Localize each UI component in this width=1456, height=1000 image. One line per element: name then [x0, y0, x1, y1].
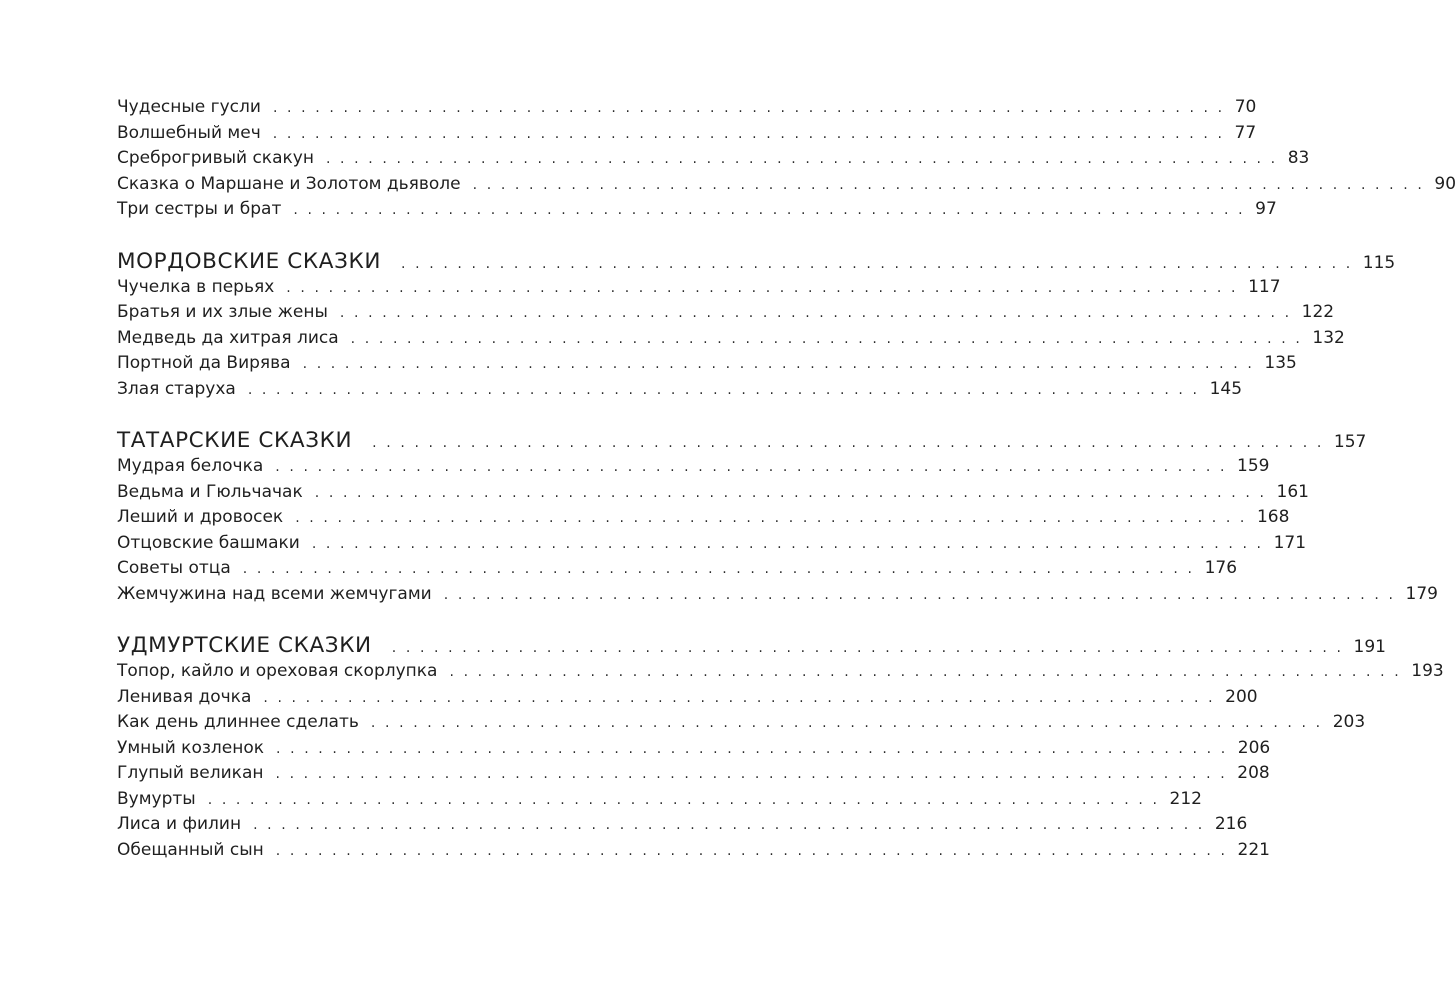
entry-page: 200	[1225, 686, 1258, 707]
entry-page: 171	[1273, 532, 1307, 553]
section-gap	[117, 607, 705, 633]
entry-page: 90	[1434, 173, 1456, 194]
dot-leader: . . . . . . . . . . . . . . . . . . . . . . . . . . . . . . . . . . . . . . . . . . . . . . . . . . . . . . . . . . . . . . . . . . . .	[242, 561, 1195, 577]
section-title: МОРДОВСКИЕ СКАЗКИ	[117, 248, 382, 274]
entry-title: Портной да Вирява	[117, 353, 291, 373]
entry-title: Отцовские башмаки	[117, 532, 300, 553]
entry-title: Среброгривый скакун	[117, 148, 314, 168]
dot-leader: . . . . . . . . . . . . . . . . . . . . . . . . . . . . . . . . . . . . . . . . . . . . . . . . . . . . . . . . . . . . . . . . . . . .	[449, 664, 1402, 680]
entry-page: 208	[1237, 763, 1270, 783]
toc-entry[interactable]	[117, 275, 1281, 301]
entry-page: 176	[1204, 558, 1238, 578]
toc-entry[interactable]	[117, 710, 1366, 736]
dot-leader: . . . . . . . . . . . . . . . . . . . . . . . . . . . . . . . . . . . . . . . . . . . . . . . . . . . . . . . . . . . . . . . . . . . .	[339, 305, 1292, 321]
entry-title: Братья и их злые жены	[117, 302, 328, 322]
toc-entry[interactable]	[117, 480, 1309, 506]
entry-page: 203	[1332, 712, 1366, 732]
entry-page: 97	[1255, 199, 1277, 219]
entry-title: Сказка о Маршане и Золотом дьяволе	[117, 173, 461, 194]
dot-leader: . . . . . . . . . . . . . . . . . . . . . . . . . . . . . . . . . . . . . . . . . . . . . . . . . . . . . . . . . . . . . . . . . . . .	[472, 176, 1425, 193]
toc-entry[interactable]	[117, 685, 1258, 711]
section-title: УДМУРТСКИЕ СКАЗКИ	[117, 633, 372, 658]
entry-page: 135	[1264, 353, 1297, 373]
entry-page: 132	[1312, 327, 1345, 348]
toc-entry[interactable]	[117, 326, 1345, 352]
dot-leader: . . . . . . . . . . . . . . . . . . . . . . . . . . . . . . . . . . . . . . . . . . . . . . . . . . . . . . . . . . . . . . . . . . . .	[311, 535, 1264, 552]
entry-title: Лиса и филин	[117, 814, 242, 834]
dot-leader: . . . . . . . . . . . . . . . . . . . . . . . . . . . . . . . . . . . . . . . . . . . . . . . . . . . . . . . . . . . . . . . . . . . .	[314, 484, 1267, 501]
entry-page: 193	[1411, 661, 1444, 681]
dot-leader: . . . . . . . . . . . . . . . . . . . . . . . . . . . . . . . . . . . . . . . . . . . . . . . . . . . . . . . . . . . . . . . . . . . .	[275, 766, 1228, 782]
entry-title: Вумурты	[117, 788, 196, 809]
dot-leader: . . . . . . . . . . . . . . . . . . . . . . . . . . . . . . . . . . . . . . . . . . . . . . . . . . . . . . . . . . . . . . . . . . . .	[302, 356, 1255, 372]
toc-entry[interactable]	[117, 736, 1271, 762]
entry-title: Как день длиннее сделать	[117, 712, 359, 732]
entry-page: 83	[1287, 148, 1310, 168]
toc-entry[interactable]	[117, 197, 1277, 223]
entry-title: Жемчужина над всеми жемчугами	[117, 583, 432, 604]
dot-leader: . . . . . . . . . . . . . . . . . . . . . . . . . . . . . . . . . . . . . . . . . . . . . . . . . . . . . . . . . . . . . . . . . . . .	[372, 435, 1324, 451]
entry-page: 179	[1405, 583, 1438, 604]
toc-entry[interactable]	[117, 659, 1444, 685]
entry-page: 212	[1169, 788, 1202, 809]
dot-leader: . . . . . . . . . . . . . . . . . . . . . . . . . . . . . . . . . . . . . . . . . . . . . . . . . . . . . . . . . . . . . . . . . . . .	[293, 202, 1246, 218]
entry-title: Ведьма и Гюльчачак	[117, 481, 303, 502]
toc-entry[interactable]	[117, 146, 1310, 172]
entry-page: 221	[1237, 839, 1270, 860]
toc-entry[interactable]	[117, 761, 1270, 787]
toc-entry[interactable]	[117, 838, 1270, 864]
dot-leader: . . . . . . . . . . . . . . . . . . . . . . . . . . . . . . . . . . . . . . . . . . . . . . . . . . . . . . . . . . . . . . . . . . . .	[401, 255, 1353, 272]
toc-entry[interactable]	[117, 172, 1456, 198]
toc-entry[interactable]	[117, 454, 1270, 480]
entry-page: 70	[1234, 97, 1257, 117]
entry-title: Топор, кайло и ореховая скорлупка	[117, 661, 438, 681]
entry-title: Чучелка в перьях	[117, 276, 275, 297]
section-heading-mordovian[interactable]	[117, 248, 1396, 275]
entry-title: Медведь да хитрая лиса	[117, 327, 339, 348]
section-heading-udmurt[interactable]	[117, 633, 1386, 659]
entry-page: 117	[1248, 276, 1281, 297]
entry-title: Злая старуха	[117, 378, 236, 399]
dot-leader: . . . . . . . . . . . . . . . . . . . . . . . . . . . . . . . . . . . . . . . . . . . . . . . . . . . . . . . . . . . . . . . . . . . .	[276, 740, 1228, 757]
entry-title: Советы отца	[117, 558, 231, 578]
section-gap	[117, 223, 705, 249]
entry-title: Леший и дровосек	[117, 507, 284, 527]
dot-leader: . . . . . . . . . . . . . . . . . . . . . . . . . . . . . . . . . . . . . . . . . . . . . . . . . . . . . . . . . . . . . . . . . . . .	[325, 151, 1278, 167]
dot-leader: . . . . . . . . . . . . . . . . . . . . . . . . . . . . . . . . . . . . . . . . . . . . . . . . . . . . . . . . . . . . . . . . . . . .	[207, 791, 1160, 808]
entry-page: 206	[1237, 737, 1271, 758]
dot-leader: . . . . . . . . . . . . . . . . . . . . . . . . . . . . . . . . . . . . . . . . . . . . . . . . . . . . . . . . . . . . . . . . . . . .	[286, 279, 1239, 296]
dot-leader: . . . . . . . . . . . . . . . . . . . . . . . . . . . . . . . . . . . . . . . . . . . . . . . . . . . . . . . . . . . . . . . . . . . .	[350, 330, 1303, 347]
entry-page: 216	[1214, 814, 1248, 834]
entry-page: 122	[1301, 302, 1335, 322]
toc-entry[interactable]	[117, 556, 1238, 582]
entry-page: 159	[1237, 456, 1270, 476]
entry-title: Обещанный сын	[117, 839, 264, 860]
section-gap	[117, 402, 705, 428]
toc-entry[interactable]	[117, 95, 1257, 121]
entry-page: 77	[1234, 122, 1257, 143]
toc-entry[interactable]	[117, 351, 1297, 377]
entry-title: Глупый великан	[117, 763, 264, 783]
dot-leader: . . . . . . . . . . . . . . . . . . . . . . . . . . . . . . . . . . . . . . . . . . . . . . . . . . . . . . . . . . . . . . . . . . . .	[391, 640, 1344, 656]
dot-leader: . . . . . . . . . . . . . . . . . . . . . . . . . . . . . . . . . . . . . . . . . . . . . . . . . . . . . . . . . . . . . . . . . . . .	[247, 381, 1200, 398]
toc-entry[interactable]	[117, 121, 1257, 147]
dot-leader: . . . . . . . . . . . . . . . . . . . . . . . . . . . . . . . . . . . . . . . . . . . . . . . . . . . . . . . . . . . . . . . . . . . .	[275, 842, 1228, 859]
entry-page: 145	[1209, 378, 1243, 399]
toc-entry[interactable]	[117, 812, 1248, 838]
dot-leader: . . . . . . . . . . . . . . . . . . . . . . . . . . . . . . . . . . . . . . . . . . . . . . . . . . . . . . . . . . . . . . . . . . . .	[272, 100, 1225, 116]
section-page: 191	[1353, 637, 1386, 657]
entry-title: Чудесные гусли	[117, 97, 261, 117]
entry-title: Волшебный меч	[117, 122, 261, 143]
entry-title: Умный козленок	[117, 737, 264, 758]
section-title: ТАТАРСКИЕ СКАЗКИ	[117, 428, 353, 453]
section-page: 115	[1362, 252, 1396, 273]
dot-leader: . . . . . . . . . . . . . . . . . . . . . . . . . . . . . . . . . . . . . . . . . . . . . . . . . . . . . . . . . . . . . . . . . . . .	[370, 715, 1323, 731]
entry-title: Мудрая белочка	[117, 456, 264, 476]
dot-leader: . . . . . . . . . . . . . . . . . . . . . . . . . . . . . . . . . . . . . . . . . . . . . . . . . . . . . . . . . . . . . . . . . . . .	[295, 510, 1247, 526]
table-of-contents	[117, 95, 1456, 863]
toc-entry[interactable]	[117, 582, 1438, 608]
dot-leader: . . . . . . . . . . . . . . . . . . . . . . . . . . . . . . . . . . . . . . . . . . . . . . . . . . . . . . . . . . . . . . . . . . . .	[272, 125, 1225, 142]
section-page: 157	[1333, 432, 1367, 452]
entry-title: Три сестры и брат	[117, 199, 282, 219]
dot-leader: . . . . . . . . . . . . . . . . . . . . . . . . . . . . . . . . . . . . . . . . . . . . . . . . . . . . . . . . . . . . . . . . . . . .	[263, 689, 1216, 706]
dot-leader: . . . . . . . . . . . . . . . . . . . . . . . . . . . . . . . . . . . . . . . . . . . . . . . . . . . . . . . . . . . . . . . . . . . .	[253, 817, 1205, 833]
entry-page: 168	[1256, 507, 1290, 527]
toc-entry[interactable]	[117, 531, 1307, 557]
dot-leader: . . . . . . . . . . . . . . . . . . . . . . . . . . . . . . . . . . . . . . . . . . . . . . . . . . . . . . . . . . . . . . . . . . . .	[443, 586, 1396, 603]
toc-entry[interactable]	[117, 787, 1202, 813]
entry-title: Ленивая дочка	[117, 686, 252, 707]
toc-entry[interactable]	[117, 300, 1335, 326]
toc-entry[interactable]	[117, 377, 1243, 403]
entry-page: 161	[1276, 481, 1309, 502]
dot-leader: . . . . . . . . . . . . . . . . . . . . . . . . . . . . . . . . . . . . . . . . . . . . . . . . . . . . . . . . . . . . . . . . . . . .	[275, 459, 1228, 475]
toc-entry[interactable]	[117, 505, 1290, 531]
section-heading-tatar[interactable]	[117, 428, 1367, 454]
